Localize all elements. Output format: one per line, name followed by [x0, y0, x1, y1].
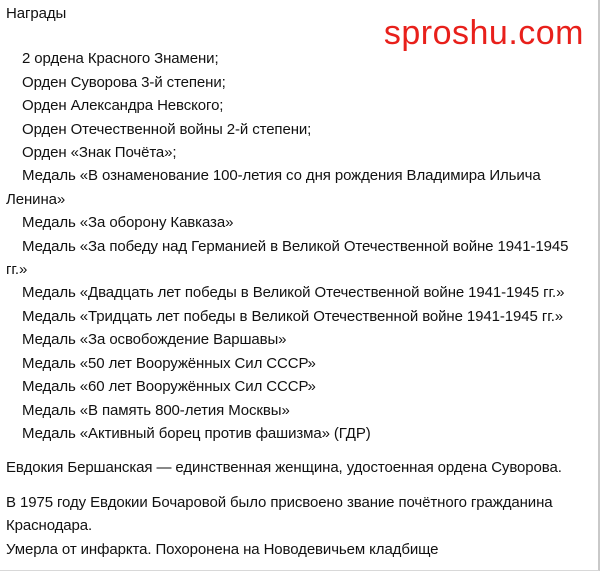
award-item: Медаль «Тридцать лет победы в Великой Отечественной войне 1941-1945 гг.»: [22, 307, 564, 325]
paragraph-honorary-citizen: В 1975 году Евдокии Бочаровой было присвоено звание почётного гражданина Краснодара.: [6, 493, 553, 535]
award-item: Орден «Знак Почёта»;: [22, 144, 177, 162]
award-item: Медаль «В ознаменование 100-летия со дня рождения Владимира Ильича Ленина»: [6, 167, 541, 208]
award-item: Медаль «За оборону Кавказа»: [22, 214, 234, 232]
award-item: Медаль «За победу над Германией в Великой Отечественной войне 1941-1945 гг.»: [6, 237, 569, 279]
site-watermark: sproshu.com: [383, 14, 584, 52]
spacer: [6, 445, 592, 456]
paragraph-bershanskaya: Евдокия Бершанская — единственная женщина, удостоенная ордена Суворова.: [6, 459, 562, 477]
award-item: Орден Отечественной войны 2-й степени;: [22, 120, 312, 138]
awards-list: [6, 47, 592, 445]
awards-heading: Награды: [6, 5, 67, 22]
award-item: Медаль «В память 800-летия Москвы»: [22, 401, 290, 419]
award-item: Медаль «60 лет Вооружённых Сил СССР»: [22, 378, 316, 396]
paragraph-death: Умерла от инфаркта. Похоронена на Новодевичьем кладбище: [6, 540, 439, 558]
award-item: 2 ордена Красного Знамени;: [22, 50, 219, 68]
award-item: Орден Суворова 3-й степени;: [22, 73, 226, 91]
award-item: Медаль «Двадцать лет победы в Великой Отечественной войне 1941-1945 гг.»: [22, 284, 565, 302]
award-item: Орден Александра Невского;: [22, 97, 224, 115]
award-item: Медаль «Активный борец против фашизма» (ГДР): [22, 424, 371, 442]
spacer: [6, 480, 592, 491]
document-body: [6, 2, 592, 561]
award-item: Медаль «50 лет Вооружённых Сил СССР»: [22, 354, 316, 372]
award-item: Медаль «За освобождение Варшавы»: [22, 331, 287, 349]
